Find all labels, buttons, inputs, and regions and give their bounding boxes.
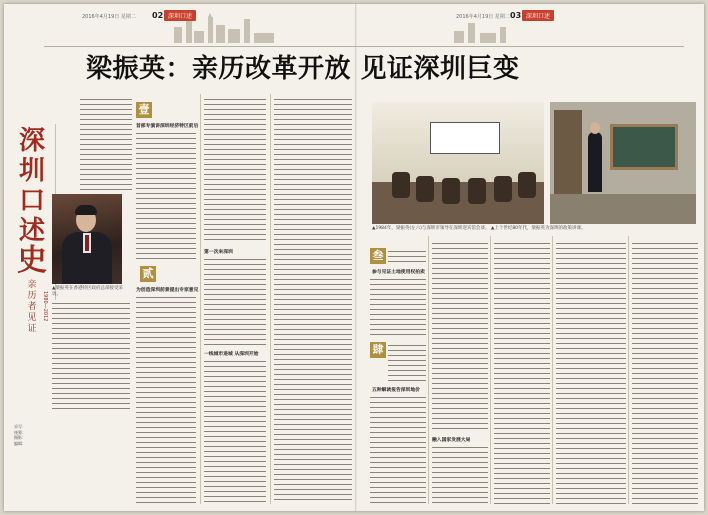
body-column: [136, 130, 196, 262]
body-column: [432, 444, 488, 504]
subhead-1: 首部专演讲深圳经济特区前后: [136, 124, 199, 129]
meeting-photo: [372, 102, 544, 224]
city-skyline-illustration: [154, 13, 574, 43]
subtitle-char: 历: [27, 291, 37, 301]
chapter-marker-2: 贰: [140, 266, 156, 282]
subhead-7: 融入国家发展大局: [432, 438, 471, 443]
right-date: 2016年4月19日 星期二: [456, 14, 510, 20]
vertical-title-char: 口: [18, 186, 45, 216]
lecture-photo: [550, 102, 696, 224]
body-column: [370, 394, 426, 504]
subhead-3: 参与见证土地使用权拍卖: [372, 270, 425, 275]
column-rule: [428, 236, 429, 504]
portrait-photo: [52, 194, 122, 284]
credit-line: 编辑：: [14, 440, 26, 446]
newspaper-spread: [4, 4, 704, 511]
subhead-6: 一线城市进城 从深圳开始: [204, 352, 259, 357]
vertical-series-title: [14, 126, 50, 276]
vertical-years: 1980—2012: [42, 290, 48, 322]
column-rule: [628, 236, 629, 504]
body-column: [556, 240, 626, 504]
column-rule: [200, 94, 201, 504]
right-page-number: 03: [510, 11, 522, 20]
chapter-marker-4: 肆: [370, 342, 386, 358]
left-page-number: 02: [152, 11, 164, 20]
body-column: [432, 240, 488, 432]
right-section-badge: 深圳口述: [522, 10, 554, 21]
subtitle-char: 者: [27, 302, 37, 312]
body-column: [370, 276, 426, 338]
body-column: [52, 300, 130, 410]
body-column: [494, 240, 550, 504]
credits-box: [14, 424, 84, 504]
body-column: [204, 96, 266, 244]
chapter-marker-1: 壹: [136, 102, 152, 118]
credit-line: 摄影：: [14, 435, 26, 440]
subtitle-char: 见: [27, 313, 37, 323]
subtitle-char: 证: [27, 324, 37, 334]
left-date: 2016年4月19日 星期二: [82, 14, 136, 20]
column-rule: [270, 94, 271, 504]
banner-rule: [44, 46, 684, 47]
subtitle-char: 亲: [27, 280, 37, 290]
body-column: [632, 240, 698, 504]
main-headline: 梁振英：亲历改革开放 见证深圳巨变: [86, 54, 520, 84]
vertical-title-char: 述: [18, 216, 45, 246]
subhead-2: 为创造深圳前景提出专家意见: [136, 288, 199, 293]
subhead-4: 五种解读报告深圳地价: [372, 388, 420, 393]
credit-line: 统筹：: [14, 429, 26, 435]
subhead-5: 第一次来深圳: [204, 250, 233, 255]
vertical-title-char: 深: [18, 126, 45, 156]
body-column: [274, 96, 352, 504]
column-rule: [552, 236, 553, 504]
credit-line: 采写：: [14, 424, 26, 429]
vertical-title-char: 史: [17, 243, 47, 278]
body-column: [388, 248, 426, 266]
body-column: [204, 256, 266, 346]
body-column: [388, 342, 426, 382]
body-column: [204, 358, 266, 504]
portrait-caption: ▲梁振英在香港特区政府总部接受采访。: [52, 286, 123, 297]
body-column: [80, 96, 132, 192]
vertical-title-char: 圳: [18, 156, 45, 186]
left-section-badge: 深圳口述: [164, 10, 196, 21]
photo-caption: ▲1984年，梁振英(左六)与深圳市领导在深圳迎宾馆会谈。 ▲上个世纪80年代，梁振英为深圳的政策讲课。: [372, 226, 586, 231]
column-rule: [490, 236, 491, 504]
body-column: [136, 294, 196, 504]
chapter-marker-3: 叁: [370, 248, 386, 264]
